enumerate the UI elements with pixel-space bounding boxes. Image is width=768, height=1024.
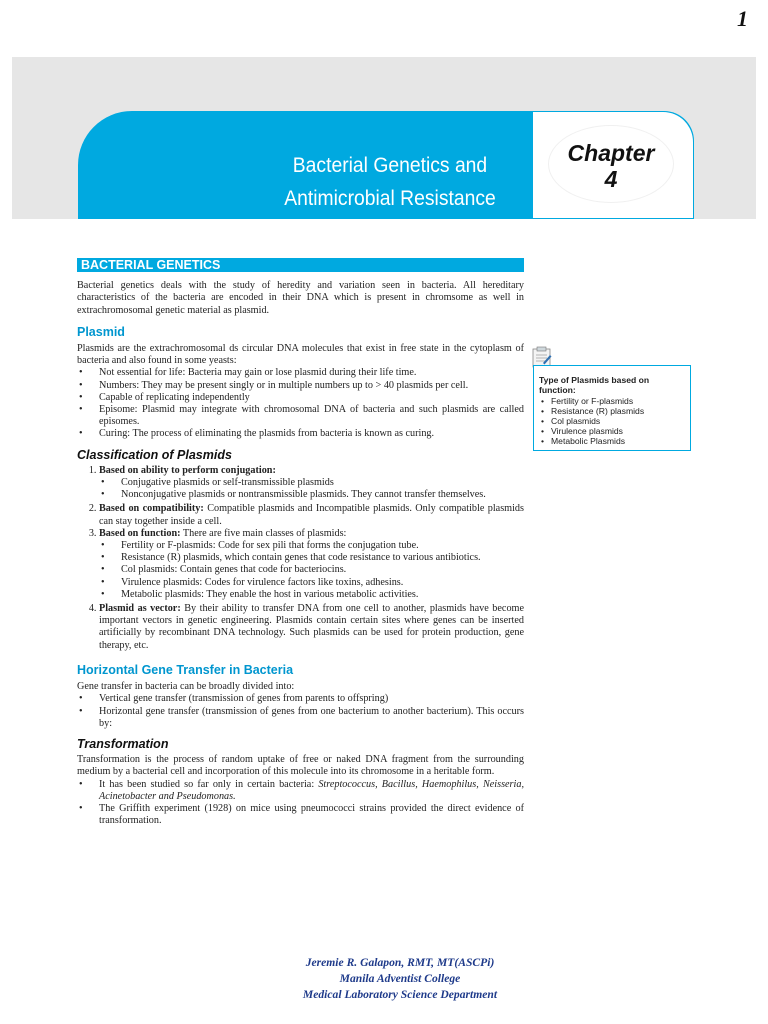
transformation-bullets	[77, 779, 524, 828]
chapter-title	[252, 149, 528, 215]
item-text: Compatible plasmids and Incompatible plasmids. Only compatible plasmids can stay together inside a cell.	[99, 503, 524, 527]
hgt-intro: Gene transfer in bacteria can be broadly divided into:	[77, 681, 295, 693]
list-item: • Metabolic Plasmids	[551, 436, 685, 446]
footer-author: Jeremie R. Galapon, RMT, MT(ASCPi)	[305, 956, 495, 969]
list-item	[99, 603, 524, 652]
item-text: There are five main classes of plasmids:	[180, 527, 347, 539]
list-item: • Col plasmids: Contain genes that code for bacteriocins.	[121, 564, 524, 576]
list-item: • Not essential for life: Bacteria may gain or lose plasmid during their life time.	[99, 367, 524, 379]
main-content	[77, 258, 524, 829]
section-heading-bacterial-genetics: BACTERIAL GENETICS	[77, 258, 524, 272]
sub-list	[99, 477, 524, 501]
list-item: • Episome: Plasmid may integrate with chromosomal DNA of bacteria and such plasmids are called episomes.	[99, 404, 524, 428]
item-text: By their ability to transfer DNA from one cell to another, plasmids have become important vectors in genetic engineering. Plasmids contain certain sites where genes can be inserted artificially by recombinant DNA technology. Such plasmids can be used for protein production, gene therapy, etc.	[99, 603, 524, 651]
list-item	[99, 465, 524, 502]
list-item	[99, 503, 524, 527]
list-item: • Conjugative plasmids or self-transmissible plasmids	[121, 477, 524, 489]
footer-college: Manila Adventist College	[339, 972, 461, 985]
organism-names: Streptococcus, Bacillus, Haemophilus, Neisseria, Acinetobacter and Pseudomonas.	[99, 778, 524, 802]
list-item: • Resistance (R) plasmids	[551, 406, 685, 416]
item-text: It has been studied so far only in certain bacteria:	[99, 778, 319, 790]
list-item: • Col plasmids	[551, 416, 685, 426]
plasmid-types-sidebox	[533, 365, 691, 451]
heading-plasmid: Plasmid	[77, 324, 125, 339]
heading-classification: Classification of Plasmids	[77, 447, 232, 462]
list-item: • Fertility or F-plasmids: Code for sex pili that forms the conjugation tube.	[121, 540, 524, 552]
heading-hgt: Horizontal Gene Transfer in Bacteria	[77, 662, 294, 677]
plasmid-intro: Plasmids are the extrachromosomal ds circular DNA molecules that exist in free state in the cytoplasm of bacteria and also found in some yeasts:	[77, 343, 524, 367]
footer	[230, 955, 570, 1003]
sidebox-list	[539, 396, 685, 446]
chapter-title-line1: Bacterial Genetics and	[292, 154, 488, 177]
chapter-badge	[549, 126, 673, 202]
item-bold: Plasmid as vector:	[99, 603, 181, 615]
chapter-label: Chapter	[567, 140, 655, 166]
list-item: • Vertical gene transfer (transmission of genes from parents to offspring)	[99, 693, 524, 705]
classification-list	[77, 465, 524, 652]
plasmid-bullets	[77, 367, 524, 440]
item-bold: Based on compatibility:	[99, 503, 204, 515]
list-item: • Virulence plasmids	[551, 426, 685, 436]
list-item: • Nonconjugative plasmids or nontransmissible plasmids. They cannot transfer themselves.	[121, 489, 524, 501]
page-number: 1	[737, 6, 748, 31]
transformation-intro: Transformation is the process of random uptake of free or naked DNA fragment from the surrounding medium by a bacterial cell and incorporation of this molecule into its chromosome in a heritable form.	[77, 754, 524, 778]
chapter-title-line2: Antimicrobial Resistance	[284, 187, 496, 210]
list-item: • Horizontal gene transfer (transmission of genes from one bacterium to another bacterium). This occurs by:	[99, 706, 524, 730]
hgt-bullets	[77, 693, 524, 730]
list-item: • Fertility or F-plasmids	[551, 396, 685, 406]
sidebox-title: Type of Plasmids based on function:	[539, 375, 650, 395]
list-item: • Virulence plasmids: Codes for virulence factors like toxins, adhesins.	[121, 577, 524, 589]
chapter-number: 4	[604, 166, 618, 192]
list-item: • Capable of replicating independently	[99, 392, 524, 404]
list-item	[99, 528, 524, 601]
sub-list	[99, 540, 524, 601]
item-bold: Based on function:	[99, 527, 181, 539]
list-item: • Resistance (R) plasmids, which contain genes that code resistance to various antibiotics.	[121, 552, 524, 564]
list-item: • Curing: The process of eliminating the plasmids from bacteria is known as curing.	[99, 428, 524, 440]
intro-paragraph: Bacterial genetics deals with the study of heredity and variation seen in bacteria. All hereditary characteristics of the bacteria are encoded in their DNA which is present in chromsome as well in extrachromosomal genetic material as plasmid.	[77, 280, 524, 316]
heading-transformation: Transformation	[77, 736, 169, 751]
list-item	[99, 779, 524, 803]
footer-department: Medical Laboratory Science Department	[302, 988, 498, 1001]
item-bold: Based on ability to perform conjugation:	[99, 464, 276, 476]
list-item: • Metabolic plasmids: They enable the host in various metabolic activities.	[121, 589, 524, 601]
list-item: • Numbers: They may be present singly or in multiple numbers up to > 40 plasmids per cell.	[99, 380, 524, 392]
list-item: • The Griffith experiment (1928) on mice using pneumococci strains provided the direct evidence of transformation.	[99, 803, 524, 827]
